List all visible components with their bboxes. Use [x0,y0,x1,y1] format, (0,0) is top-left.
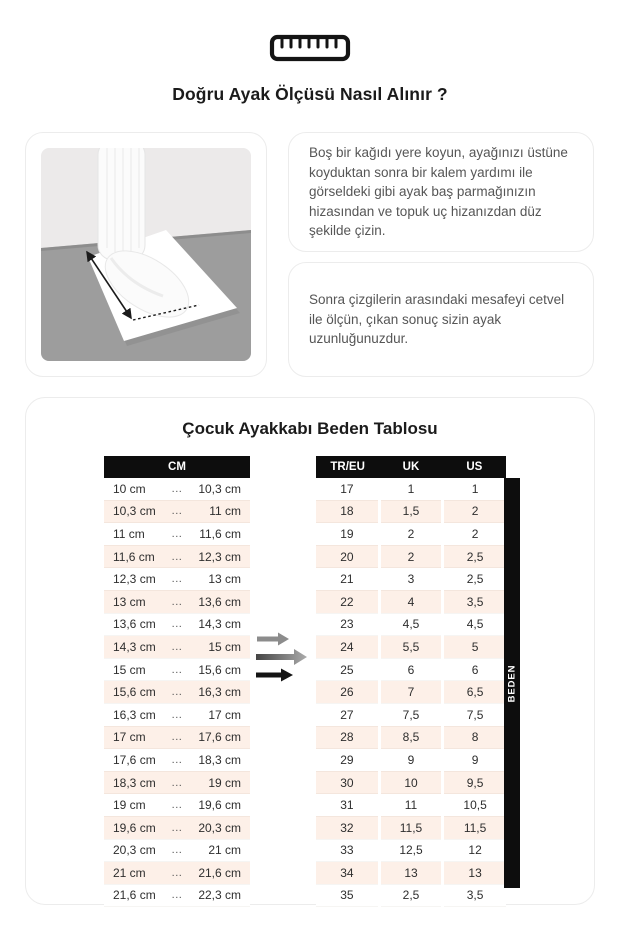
size-table-row [316,478,506,500]
cm-range [104,704,250,726]
cm-range [104,862,250,884]
size-value-cell: 35 [316,884,379,907]
cm-table-row [104,568,250,591]
cm-range-cell [104,545,250,568]
size-chart-title: Çocuk Ayakkabı Beden Tablosu [182,419,438,438]
cm-to-value: 18,3 cm [198,752,241,767]
size-chart-card [25,397,595,905]
cm-to-value: 10,3 cm [198,481,241,496]
range-dots: ... [171,573,183,586]
size-table [316,456,506,907]
cm-to-value: 16,3 cm [198,685,241,700]
size-table-row [316,658,506,681]
size-table-header-uk: UK [379,456,442,478]
instruction-step-2 [288,262,594,377]
page-title: Doğru Ayak Ölçüsü Nasıl Alınır ? [172,84,448,104]
range-dots: ... [171,663,183,676]
cm-from-value: 13,6 cm [113,617,156,632]
cm-range [104,749,250,771]
cm-table-row [104,816,250,839]
cm-range [104,546,250,568]
cm-table-row [104,794,250,817]
size-value-cell: 25 [316,658,379,681]
cm-range-cell [104,568,250,591]
cm-range-cell [104,794,250,817]
size-value-cell: 9 [379,749,442,772]
size-value-cell: 3,5 [443,590,506,613]
cm-table-row [104,703,250,726]
cm-table-row [104,636,250,659]
cm-table-row [104,726,250,749]
size-value-cell: 33 [316,839,379,862]
size-value-cell: 12,5 [379,839,442,862]
size-value-cell: 2,5 [379,884,442,907]
range-dots: ... [171,708,183,721]
range-dots: ... [171,753,183,766]
cm-from-value: 16,3 cm [113,707,156,722]
size-value-cell: 9,5 [443,771,506,794]
cm-from-value: 21,6 cm [113,888,156,903]
range-dots: ... [171,799,183,812]
cm-range-cell [104,613,250,636]
cm-table-row [104,500,250,523]
cm-from-value: 15,6 cm [113,685,156,700]
range-dots: ... [171,889,183,902]
size-value-cell: 2 [443,500,506,523]
size-value-cell: 17 [316,478,379,500]
size-value-cell: 13 [443,862,506,885]
cm-range [104,817,250,839]
cm-to-value: 14,3 cm [198,617,241,632]
size-value-cell: 11,5 [443,816,506,839]
cm-range-cell [104,658,250,681]
size-table-row [316,568,506,591]
cm-from-value: 12,3 cm [113,572,156,587]
cm-from-value: 17,6 cm [113,752,156,767]
cm-range [104,772,250,794]
range-dots: ... [171,550,183,563]
cm-range-cell [104,590,250,613]
size-table-row [316,523,506,546]
size-table-row [316,681,506,704]
size-table-body [316,478,506,907]
size-value-cell: 28 [316,726,379,749]
cm-range-cell [104,500,250,523]
cm-from-value: 18,3 cm [113,775,156,790]
cm-range-cell [104,816,250,839]
cm-range [104,523,250,545]
cm-to-value: 21 cm [208,843,241,858]
cm-to-value: 21,6 cm [198,865,241,880]
cm-to-value: 12,3 cm [198,549,241,564]
cm-table-row [104,771,250,794]
measurement-photo-card [25,132,267,377]
size-table-row [316,703,506,726]
size-value-cell: 7 [379,681,442,704]
size-value-cell: 22 [316,590,379,613]
range-dots: ... [171,844,183,857]
size-value-cell: 3,5 [443,884,506,907]
size-table-row [316,613,506,636]
size-value-cell: 10 [379,771,442,794]
cm-to-value: 22,3 cm [198,888,241,903]
beden-side-label: BEDEN [506,664,518,702]
size-table-row [316,636,506,659]
cm-range-cell [104,636,250,659]
cm-to-value: 13,6 cm [198,594,241,609]
instruction-steps [288,132,594,377]
size-value-cell: 11 [379,794,442,817]
size-value-cell: 34 [316,862,379,885]
cm-to-value: 15,6 cm [198,662,241,677]
cm-range [104,501,250,523]
cm-range [104,478,250,500]
size-value-cell: 13 [379,862,442,885]
size-value-cell: 21 [316,568,379,591]
cm-range [104,794,250,816]
cm-to-value: 17 cm [208,707,241,722]
cm-from-value: 11,6 cm [113,549,155,564]
cm-range [104,885,250,907]
size-value-cell: 1,5 [379,500,442,523]
size-value-cell: 7,5 [379,703,442,726]
size-table-row [316,862,506,885]
cm-from-value: 19,6 cm [113,820,156,835]
size-value-cell: 2 [379,523,442,546]
cm-range [104,840,250,862]
cm-from-value: 11 cm [113,526,145,541]
size-value-cell: 23 [316,613,379,636]
range-dots: ... [171,640,183,653]
cm-range [104,681,250,703]
cm-to-value: 20,3 cm [198,820,241,835]
size-value-cell: 27 [316,703,379,726]
cm-from-value: 17 cm [113,730,146,745]
size-value-cell: 8,5 [379,726,442,749]
cm-range-cell [104,681,250,704]
cm-range [104,568,250,590]
size-value-cell: 32 [316,816,379,839]
size-value-cell: 2 [379,545,442,568]
size-table-header-treu: TR/EU [316,456,379,478]
cm-range [104,614,250,636]
cm-table-header: CM [104,456,250,478]
cm-range [104,659,250,681]
instruction-step-2-text: Sonra çizgilerin arasındaki mesafeyi cetvel ile ölçün, çıkan sonuç sizin ayak uzunluğunuzdur. [309,292,565,347]
size-value-cell: 9 [443,749,506,772]
size-value-cell: 1 [443,478,506,500]
cm-from-value: 20,3 cm [113,843,156,858]
range-dots: ... [171,595,183,608]
size-value-cell: 5,5 [379,636,442,659]
cm-range-cell [104,862,250,885]
cm-table-row [104,681,250,704]
size-table-header-row [316,456,506,478]
range-dots: ... [171,527,183,540]
size-value-cell: 18 [316,500,379,523]
size-value-cell: 12 [443,839,506,862]
size-table-row [316,590,506,613]
size-table-row [316,749,506,772]
cm-range-cell [104,749,250,772]
size-table-row [316,884,506,907]
cm-to-value: 11,6 cm [199,526,241,541]
size-value-cell: 6 [443,658,506,681]
foot-measurement-photo [41,148,251,361]
cm-table-row [104,545,250,568]
cm-range-cell [104,726,250,749]
size-value-cell: 1 [379,478,442,500]
size-value-cell: 19 [316,523,379,546]
size-value-cell: 31 [316,794,379,817]
range-dots: ... [171,505,183,518]
size-value-cell: 5 [443,636,506,659]
instruction-step-1 [288,132,594,252]
size-table-row [316,726,506,749]
range-dots: ... [171,731,183,744]
cm-from-value: 10 cm [113,481,146,496]
size-value-cell: 26 [316,681,379,704]
cm-to-value: 19 cm [208,775,241,790]
size-value-cell: 8 [443,726,506,749]
size-table-row [316,771,506,794]
size-value-cell: 4 [379,590,442,613]
ruler-icon-wrap [0,32,620,64]
size-table-header-us: US [443,456,506,478]
cm-table [104,456,250,907]
triple-right-arrows-icon [255,631,311,683]
cm-from-value: 19 cm [113,798,146,813]
range-dots: ... [171,821,183,834]
cm-table-row [104,839,250,862]
cm-table-body [104,478,250,907]
size-value-cell: 6 [379,658,442,681]
size-table-row [316,839,506,862]
cm-range-cell [104,839,250,862]
cm-to-value: 13 cm [208,572,241,587]
cm-range [104,636,250,658]
size-value-cell: 24 [316,636,379,659]
cm-from-value: 21 cm [113,865,146,880]
cm-table-row [104,749,250,772]
cm-to-value: 15 cm [208,639,241,654]
cm-from-value: 14,3 cm [113,639,156,654]
cm-range [104,727,250,749]
instruction-step-1-text: Boş bir kağıdı yere koyun, ayağınızı üstüne koyduktan sonra bir kalem yardımı ile görseldeki gibi ayak baş parmağınızın hizasından ve topuk uç hizanızdan düz şekilde çizin. [309,145,568,239]
cm-from-value: 15 cm [113,662,146,677]
cm-range-cell [104,478,250,500]
cm-from-value: 10,3 cm [113,504,156,519]
size-value-cell: 2 [443,523,506,546]
range-dots: ... [171,482,183,495]
cm-to-value: 19,6 cm [198,798,241,813]
cm-from-value: 13 cm [113,594,146,609]
cm-table-header-row [104,456,250,478]
cm-table-row [104,590,250,613]
cm-table-row [104,613,250,636]
size-table-row [316,816,506,839]
size-table-row [316,794,506,817]
size-table-row [316,545,506,568]
cm-table-row [104,478,250,500]
size-table-row [316,500,506,523]
size-value-cell: 2,5 [443,545,506,568]
cm-range-cell [104,771,250,794]
cm-range-cell [104,523,250,546]
size-value-cell: 11,5 [379,816,442,839]
size-value-cell: 6,5 [443,681,506,704]
cm-table-row [104,884,250,907]
size-value-cell: 7,5 [443,703,506,726]
cm-table-row [104,658,250,681]
size-value-cell: 30 [316,771,379,794]
size-value-cell: 2,5 [443,568,506,591]
size-value-cell: 20 [316,545,379,568]
ruler-icon [269,32,351,64]
size-value-cell: 3 [379,568,442,591]
size-value-cell: 4,5 [379,613,442,636]
range-dots: ... [171,776,183,789]
cm-range-cell [104,884,250,907]
cm-range [104,591,250,613]
size-value-cell: 10,5 [443,794,506,817]
range-dots: ... [171,686,183,699]
size-value-cell: 29 [316,749,379,772]
cm-table-row [104,862,250,885]
cm-range-cell [104,703,250,726]
range-dots: ... [171,866,183,879]
range-dots: ... [171,618,183,631]
cm-to-value: 11 cm [209,504,241,519]
beden-side-bar [504,478,520,888]
cm-to-value: 17,6 cm [198,730,241,745]
cm-table-row [104,523,250,546]
size-value-cell: 4,5 [443,613,506,636]
